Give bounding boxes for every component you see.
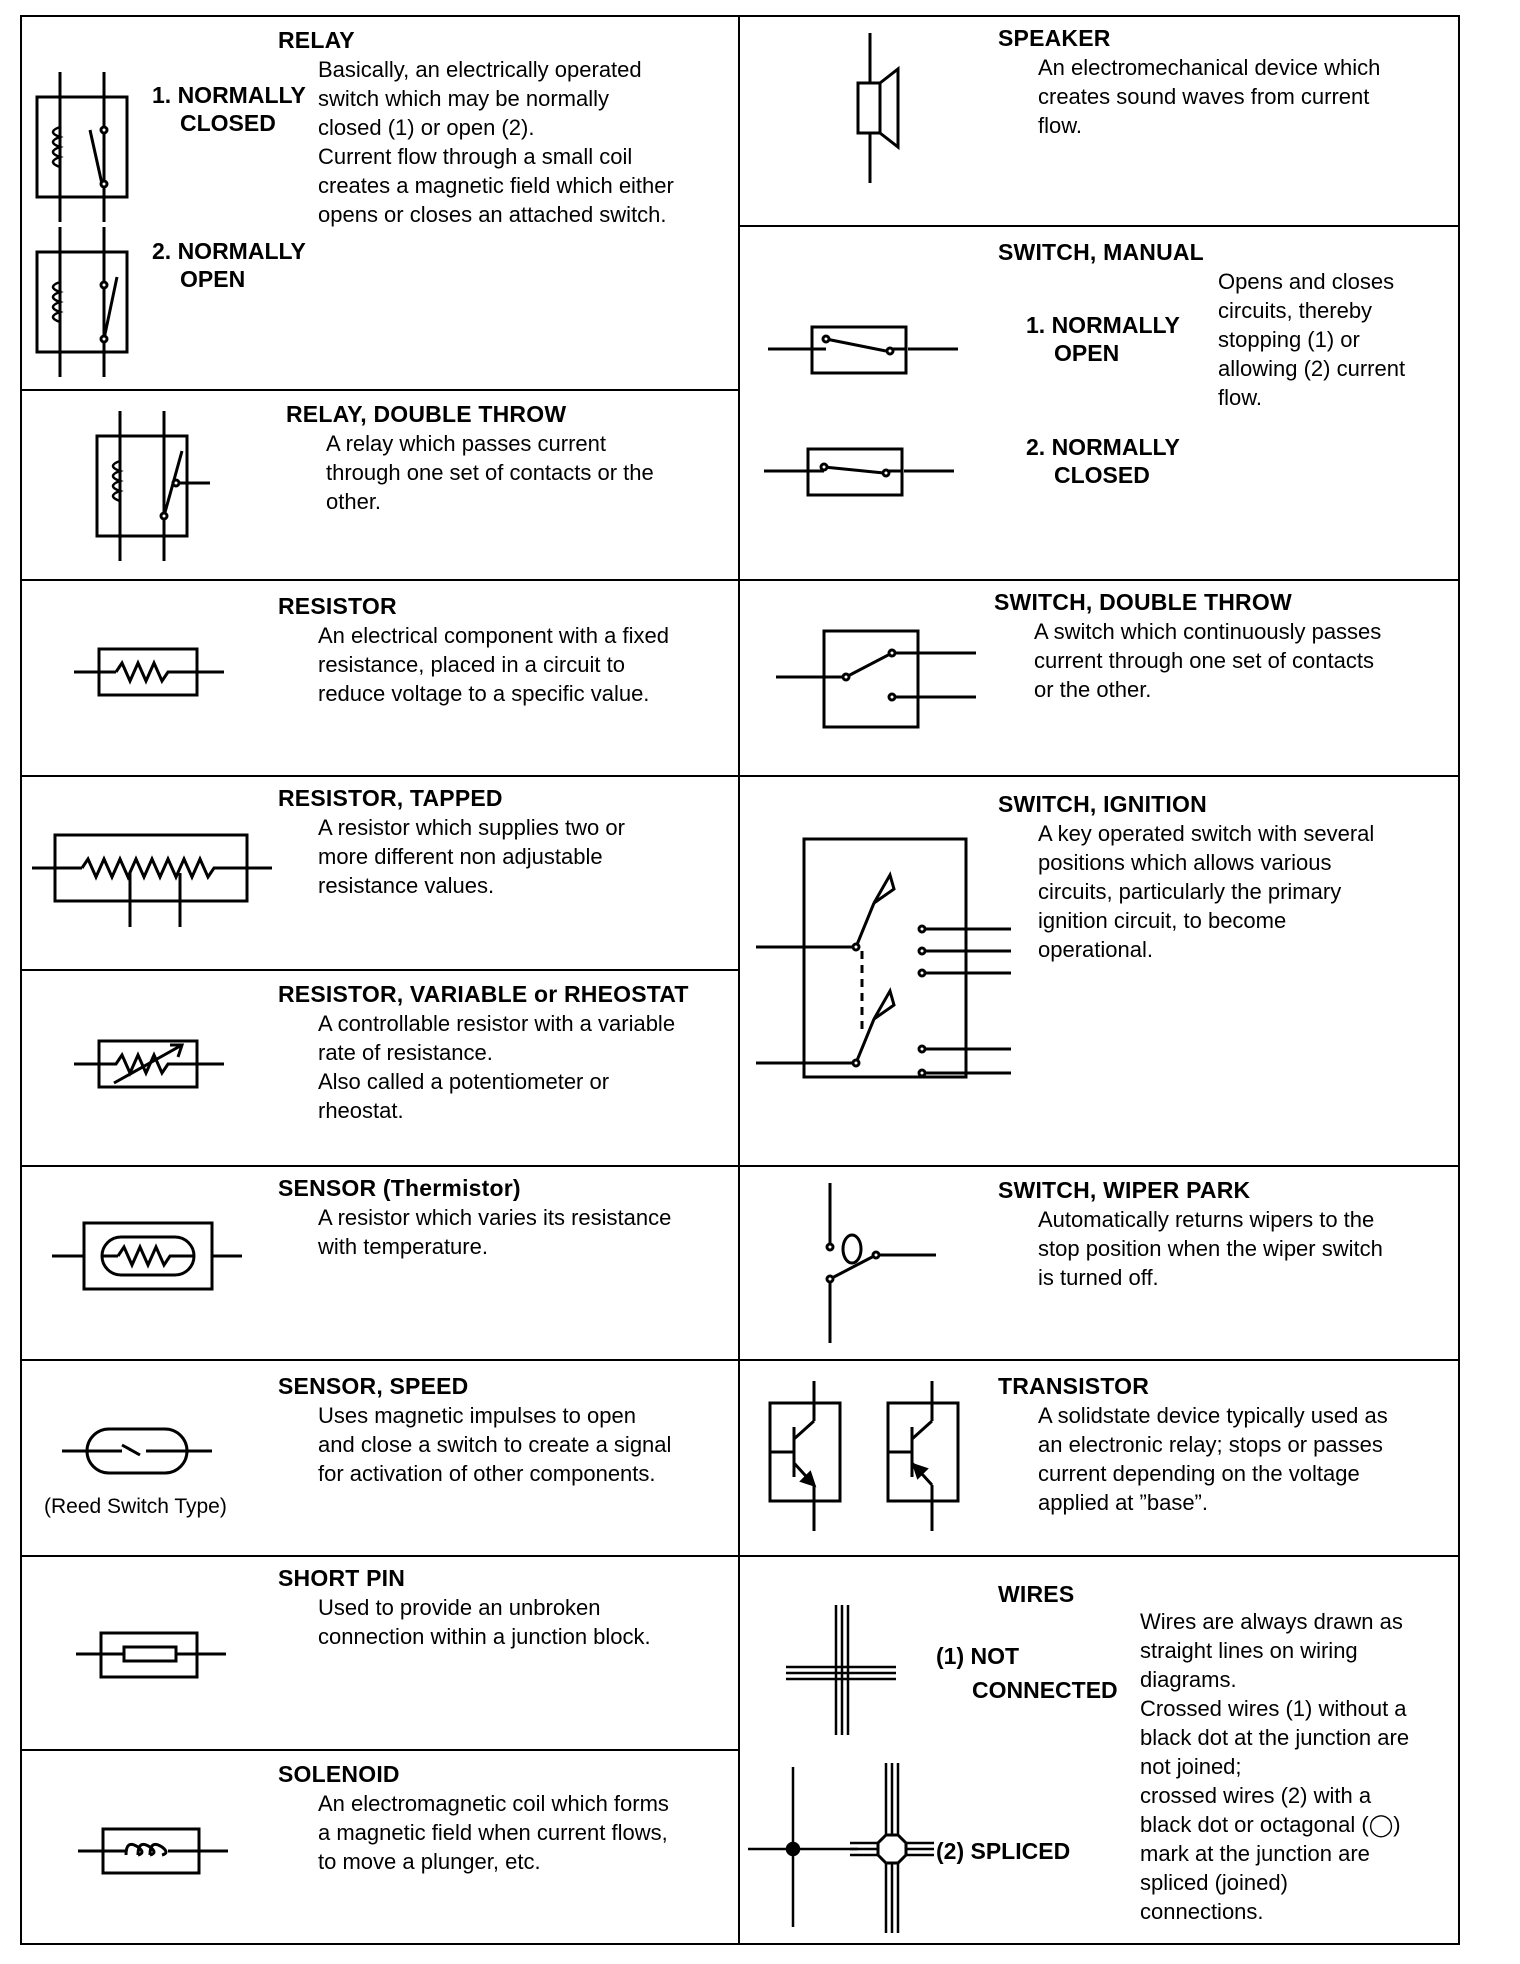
switch-normally-open-label: 1. NORMALLY OPEN (1026, 312, 1180, 366)
wires-cell (740, 1557, 1458, 1945)
wires-spliced-label: (2) SPLICED (936, 1838, 1071, 1864)
switch-normally-closed-label: 2. NORMALLY CLOSED (1026, 434, 1180, 488)
sensor-speed-description: Uses magnetic impulses to open and close a switch to create a signal for activation of other components. (318, 1403, 672, 1486)
switch-wiper-park-title: SWITCH, WIPER PARK (998, 1177, 1251, 1203)
sensor-speed-title: SENSOR, SPEED (278, 1373, 469, 1399)
resistor-title: RESISTOR (278, 593, 397, 619)
relay-normally-closed-symbol (32, 72, 132, 222)
relay-normally-open-symbol (32, 227, 132, 377)
resistor-variable-title: RESISTOR, VARIABLE or RHEOSTAT (278, 981, 689, 1007)
relay-normally-closed-label: 1. NORMALLY CLOSED (152, 82, 306, 136)
resistor-tapped-description: A resistor which supplies two or more different non adjustable resistance values. (318, 815, 625, 898)
right-column (740, 17, 1458, 1943)
wires-not-connected-label: (1) NOT CONNECTED (936, 1643, 1118, 1703)
reed-switch-caption: (Reed Switch Type) (44, 1495, 227, 1518)
wiper-park-switch-symbol (800, 1183, 940, 1343)
short-pin-symbol (76, 1627, 226, 1687)
switch-manual-cell (740, 227, 1458, 581)
speaker-cell (740, 17, 1458, 227)
switch-double-throw-symbol (776, 625, 976, 735)
switch-manual-title: SWITCH, MANUAL (998, 239, 1204, 265)
transistor-title: TRANSISTOR (998, 1373, 1150, 1399)
relay-title: RELAY (278, 27, 355, 53)
switch-double-throw-title: SWITCH, DOUBLE THROW (994, 589, 1292, 615)
transistor-description: A solidstate device typically used as an electronic relay; stops or passes current depending on the voltage applied at ”base”. (1038, 1403, 1388, 1515)
speaker-title: SPEAKER (998, 25, 1111, 51)
switch-ignition-cell (740, 777, 1458, 1167)
thermistor-symbol (52, 1217, 242, 1297)
sensor-thermistor-title: SENSOR (Thermistor) (278, 1175, 521, 1201)
relay-double-throw-title: RELAY, DOUBLE THROW (286, 401, 567, 427)
transistor-npn-symbol (766, 1381, 856, 1531)
solenoid-description: An electromagnetic coil which forms a magnetic field when current flows, to move a plunger, etc. (318, 1791, 669, 1874)
solenoid-title: SOLENOID (278, 1761, 400, 1787)
short-pin-description: Used to provide an unbroken connection within a junction block. (318, 1595, 651, 1649)
ignition-switch-symbol (756, 833, 1026, 1083)
transistor-cell (740, 1361, 1458, 1557)
short-pin-cell (22, 1557, 738, 1751)
relay-double-throw-symbol (92, 411, 222, 561)
transistor-pnp-symbol (884, 1381, 974, 1531)
speaker-symbol (850, 33, 910, 183)
switch-wiper-park-cell (740, 1167, 1458, 1361)
left-column (22, 17, 740, 1943)
short-pin-title: SHORT PIN (278, 1565, 406, 1591)
switch-double-throw-cell (740, 581, 1458, 777)
sensor-thermistor-description: A resistor which varies its resistance with temperature. (318, 1205, 672, 1259)
switch-normally-closed-symbol (764, 439, 954, 499)
switch-wiper-park-description: Automatically returns wipers to the stop position when the wiper switch is turned off. (1038, 1207, 1383, 1290)
resistor-description: An electrical component with a fixed resistance, placed in a circuit to reduce voltage to a specific value. (318, 623, 669, 706)
relay-double-throw-cell (22, 391, 738, 581)
wires-not-connected-symbol (786, 1605, 896, 1735)
wires-spliced-octagon-symbol (850, 1763, 934, 1933)
switch-normally-open-symbol (768, 317, 958, 377)
sensor-thermistor-cell (22, 1167, 738, 1361)
switch-manual-description: Opens and closes circuits, thereby stopping (1) or allowing (2) current flow. (1218, 269, 1406, 410)
relay-normally-open-label: 2. NORMALLY OPEN (152, 238, 306, 292)
speaker-description: An electromechanical device which creates sound waves from current flow. (1038, 55, 1381, 138)
resistor-tapped-symbol (32, 827, 272, 927)
wires-description: Wires are always drawn as straight lines on wiring diagrams. Crossed wires (1) without a black dot at the junction are not joined; crossed wires (2) with a black dot or octagonal (◯) mark at the junction are spliced (joined) connections. (1140, 1609, 1410, 1924)
sensor-speed-cell (22, 1361, 738, 1557)
relay-double-throw-description: A relay which passes current through one set of contacts or the other. (326, 431, 654, 514)
relay-cell (22, 17, 738, 391)
switch-ignition-title: SWITCH, IGNITION (998, 791, 1207, 817)
resistor-variable-cell (22, 971, 738, 1167)
resistor-variable-symbol (74, 1031, 224, 1101)
resistor-tapped-title: RESISTOR, TAPPED (278, 785, 503, 811)
switch-double-throw-description: A switch which continuously passes current through one set of contacts or the other. (1034, 619, 1382, 702)
solenoid-cell (22, 1751, 738, 1945)
wires-title: WIRES (998, 1581, 1075, 1607)
solenoid-symbol (78, 1819, 228, 1879)
wires-spliced-dot-symbol (748, 1767, 858, 1927)
reed-switch-symbol (62, 1423, 212, 1483)
switch-ignition-description: A key operated switch with several positions which allows various circuits, particularly the primary ignition circuit, to become operational. (1038, 821, 1375, 962)
resistor-symbol (74, 641, 224, 701)
symbol-chart (20, 15, 1460, 1945)
resistor-tapped-cell (22, 777, 738, 971)
resistor-variable-description: A controllable resistor with a variable rate of resistance. Also called a potentiometer or rheostat. (318, 1011, 676, 1123)
resistor-cell (22, 581, 738, 777)
relay-description: Basically, an electrically operated switch which may be normally closed (1) or open (2). Current flow through a small coil creates a magnetic field which either opens or closes an attached switch. (318, 57, 674, 227)
